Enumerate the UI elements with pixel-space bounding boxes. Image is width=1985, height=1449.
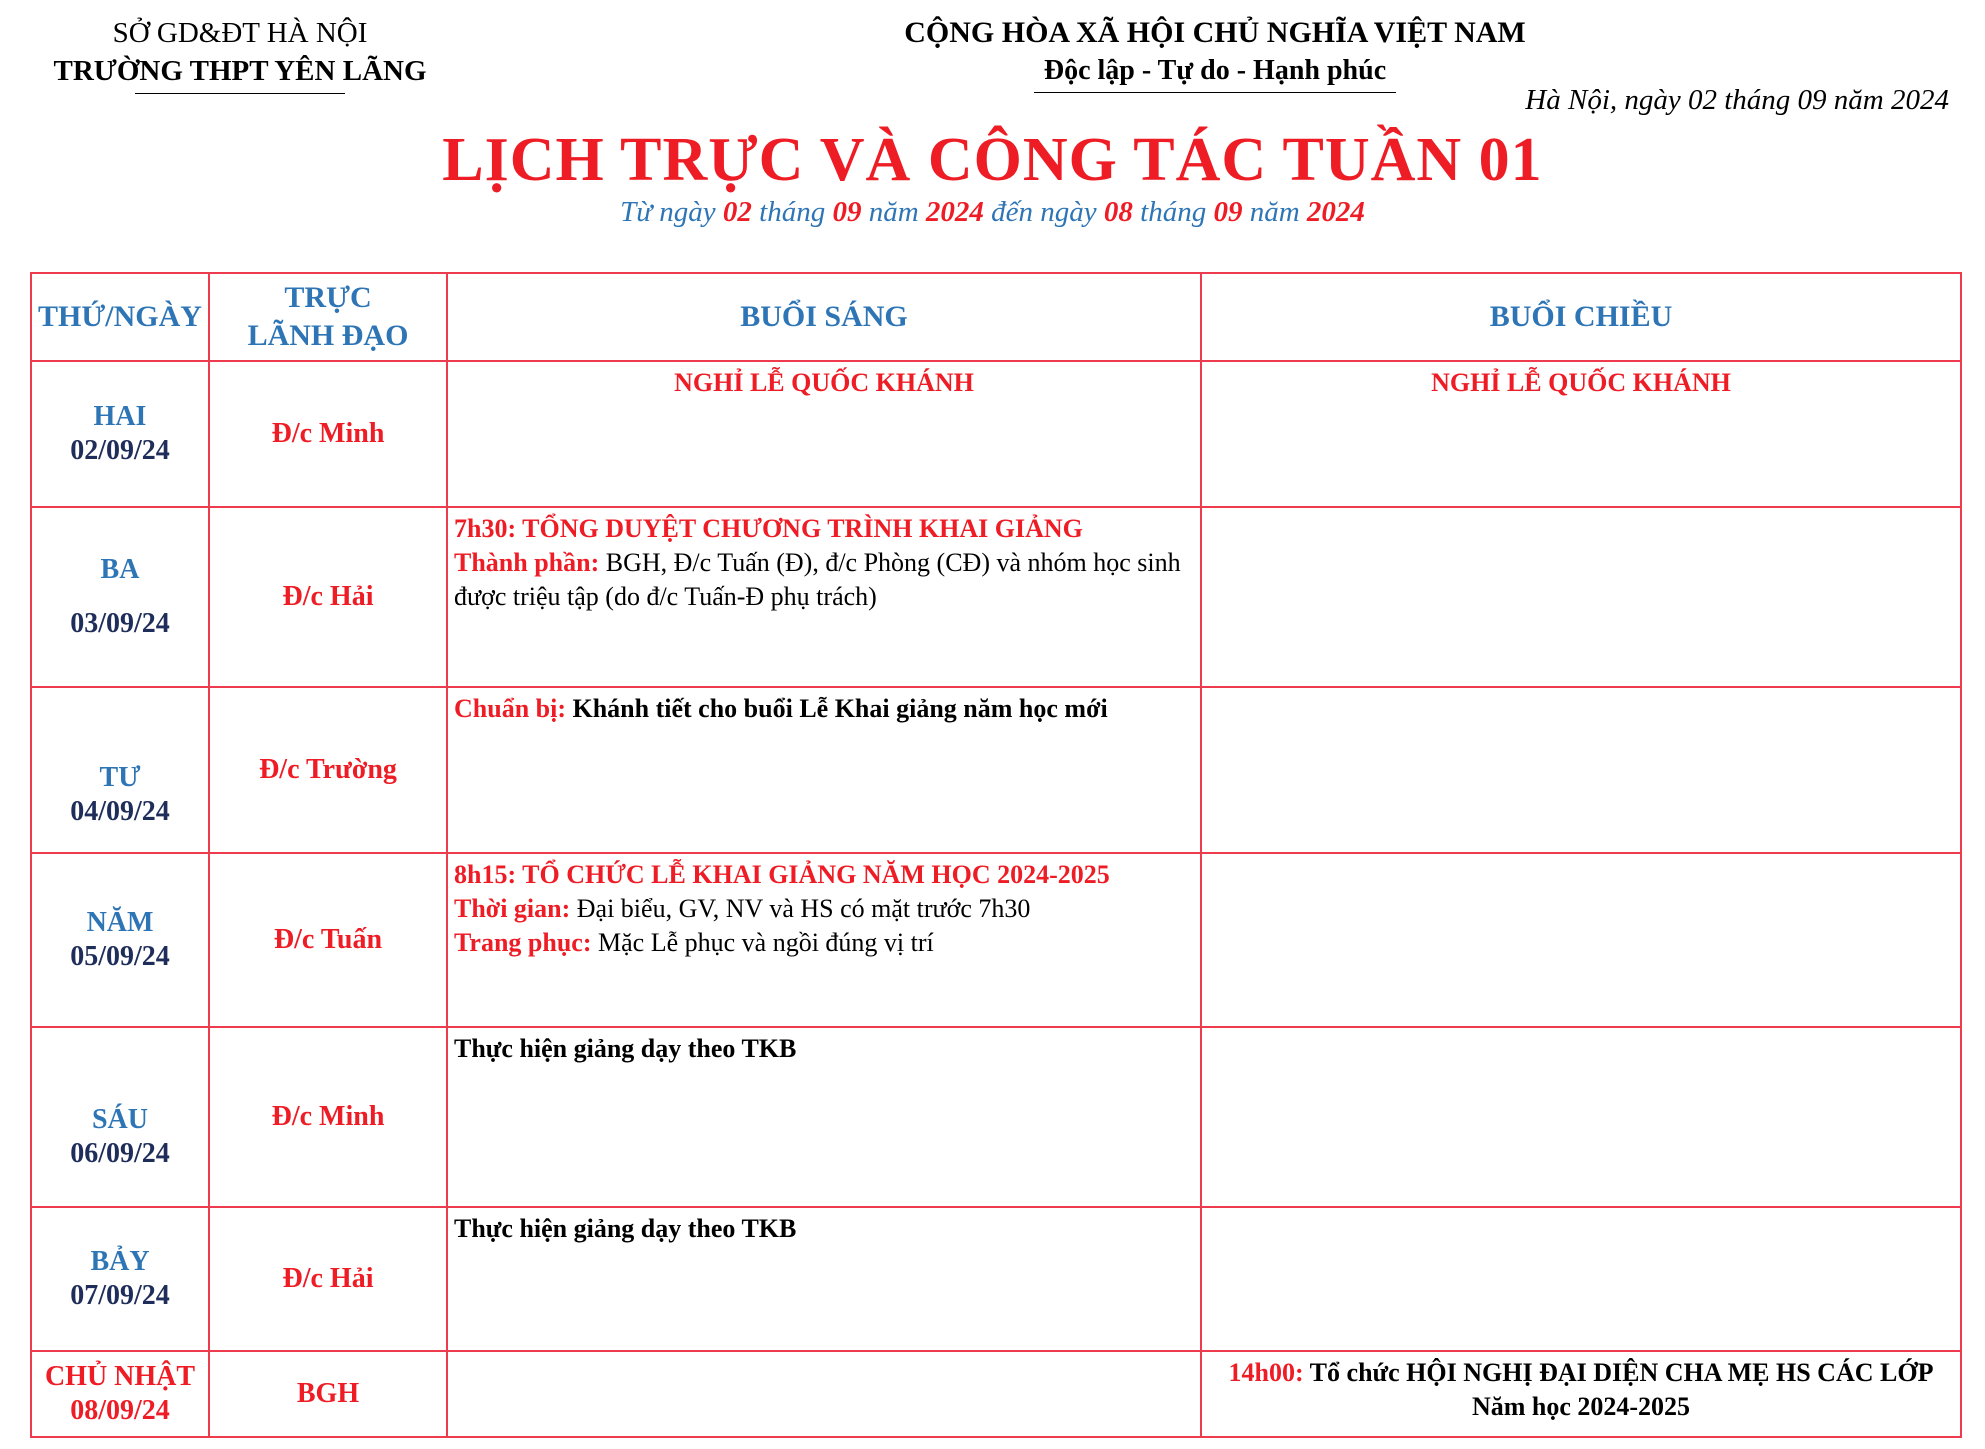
afternoon-cell (1201, 687, 1961, 853)
leader-cell: Đ/c Tuấn (209, 853, 447, 1027)
preparation-label: Chuẩn bị: (454, 694, 566, 723)
leader-cell: Đ/c Hải (209, 507, 447, 687)
day-date: 05/09/24 (70, 941, 170, 972)
morning-event-title: 8h15: TỔ CHỨC LỄ KHAI GIẢNG NĂM HỌC 2024-2025 (454, 860, 1110, 889)
table-row (31, 507, 1961, 687)
month-label-1: tháng (759, 196, 826, 228)
to-month: 09 (1213, 196, 1243, 228)
national-motto: Độc lập - Tự do - Hạnh phúc (1034, 52, 1396, 93)
afternoon-title: NGHỈ LỄ QUỐC KHÁNH (1431, 368, 1731, 397)
day-name: TƯ (99, 762, 141, 793)
table-row (31, 1207, 1961, 1351)
morning-time (454, 892, 1194, 926)
day-date: 06/09/24 (70, 1138, 170, 1169)
date-range (0, 196, 1985, 229)
day-cell (31, 361, 209, 507)
from-day: 02 (722, 196, 752, 228)
header-leader (209, 273, 447, 361)
day-name: HAI (93, 401, 147, 432)
day-cell (31, 1207, 209, 1351)
month-label-2: tháng (1140, 196, 1207, 228)
day-name: SÁU (91, 1104, 148, 1135)
afternoon-meeting (1208, 1356, 1954, 1390)
morning-event-title: 7h30: TỔNG DUYỆT CHƯƠNG TRÌNH KHAI GIẢNG (454, 514, 1083, 543)
afternoon-cell (1201, 507, 1961, 687)
page-title: LỊCH TRỰC VÀ CÔNG TÁC TUẦN 01 (442, 126, 1543, 194)
table-row (31, 361, 1961, 507)
meeting-time-label: 14h00: (1228, 1358, 1304, 1387)
day-cell (31, 1351, 209, 1437)
republic-name: CỘNG HÒA XÃ HỘI CHỦ NGHĨA VIỆT NAM (904, 16, 1526, 49)
afternoon-cell (1201, 1027, 1961, 1207)
morning-cell (447, 853, 1201, 1027)
day-date: 08/09/24 (70, 1395, 170, 1426)
table-row (31, 1027, 1961, 1207)
schedule-table (30, 272, 1962, 1438)
leader-cell: Đ/c Minh (209, 361, 447, 507)
morning-participants (454, 546, 1194, 614)
from-month: 09 (832, 196, 862, 228)
morning-cell (447, 361, 1201, 507)
day-date: 04/09/24 (70, 796, 170, 827)
day-cell (31, 687, 209, 853)
header-afternoon: BUỔI CHIỀU (1201, 273, 1961, 361)
morning-cell (447, 1351, 1201, 1437)
participants-label: Thành phần: (454, 548, 600, 577)
day-name: BẢY (90, 1246, 150, 1277)
afternoon-cell (1201, 1351, 1961, 1437)
preparation-text: Khánh tiết cho buổi Lễ Khai giảng năm học mới (566, 694, 1108, 723)
morning-preparation (454, 692, 1194, 726)
day-date: 03/09/24 (70, 608, 170, 639)
place-date: Hà Nội, ngày 02 tháng 09 năm 2024 (1525, 84, 1949, 116)
school-name: TRƯỜNG THPT YÊN LÃNG (53, 55, 427, 87)
morning-teaching: Thực hiện giảng dạy theo TKB (454, 1214, 797, 1243)
afternoon-cell (1201, 361, 1961, 507)
leader-cell: Đ/c Hải (209, 1207, 447, 1351)
leader-cell: Đ/c Trường (209, 687, 447, 853)
afternoon-cell (1201, 1207, 1961, 1351)
morning-cell (447, 1207, 1201, 1351)
issuer-underline (135, 93, 345, 94)
meeting-text: Tổ chức HỘI NGHỊ ĐẠI DIỆN CHA MẸ HS CÁC LỚP (1303, 1358, 1934, 1387)
table-row (31, 853, 1961, 1027)
morning-cell (447, 687, 1201, 853)
day-name: CHỦ NHẬT (44, 1361, 196, 1392)
table-header-row (31, 273, 1961, 361)
year-label-1: năm (868, 196, 919, 228)
morning-cell (447, 507, 1201, 687)
day-date: 02/09/24 (70, 435, 170, 466)
to-label: đến ngày (991, 196, 1097, 228)
participants-text: BGH, Đ/c Tuấn (Đ), đ/c Phòng (CĐ) và nhóm học sinh được triệu tập (do đ/c Tuấn-Đ phụ trách) (454, 548, 1181, 611)
afternoon-cell (1201, 853, 1961, 1027)
from-year: 2024 (925, 196, 984, 228)
department-name: SỞ GD&ĐT HÀ NỘI (112, 17, 368, 49)
header-leader-line2: LÃNH ĐẠO (247, 319, 409, 352)
dress-text: Mặc Lễ phục và ngồi đúng vị trí (591, 928, 934, 957)
leader-cell: Đ/c Minh (209, 1027, 447, 1207)
issuer-block (30, 14, 450, 94)
header-day: THỨ/NGÀY (31, 273, 209, 361)
day-name: BA (100, 554, 140, 585)
from-label: Từ ngày (620, 196, 716, 228)
day-cell (31, 853, 209, 1027)
day-cell (31, 507, 209, 687)
table-row (31, 687, 1961, 853)
day-name: NĂM (86, 907, 154, 938)
to-day: 08 (1103, 196, 1133, 228)
leader-cell: BGH (209, 1351, 447, 1437)
time-label: Thời gian: (454, 894, 571, 923)
day-date: 07/09/24 (70, 1280, 170, 1311)
morning-title: NGHỈ LỄ QUỐC KHÁNH (674, 368, 974, 397)
meeting-school-year: Năm học 2024-2025 (1471, 1392, 1691, 1421)
national-header (830, 14, 1600, 93)
day-cell (31, 1027, 209, 1207)
time-text: Đại biểu, GV, NV và HS có mặt trước 7h30 (570, 894, 1031, 923)
dress-label: Trang phục: (454, 928, 592, 957)
year-label-2: năm (1249, 196, 1300, 228)
header-leader-line1: TRỰC (284, 281, 372, 314)
morning-cell (447, 1027, 1201, 1207)
table-row (31, 1351, 1961, 1437)
morning-dress (454, 926, 1194, 960)
header-morning: BUỔI SÁNG (447, 273, 1201, 361)
morning-teaching: Thực hiện giảng dạy theo TKB (454, 1034, 797, 1063)
to-year: 2024 (1306, 196, 1365, 228)
